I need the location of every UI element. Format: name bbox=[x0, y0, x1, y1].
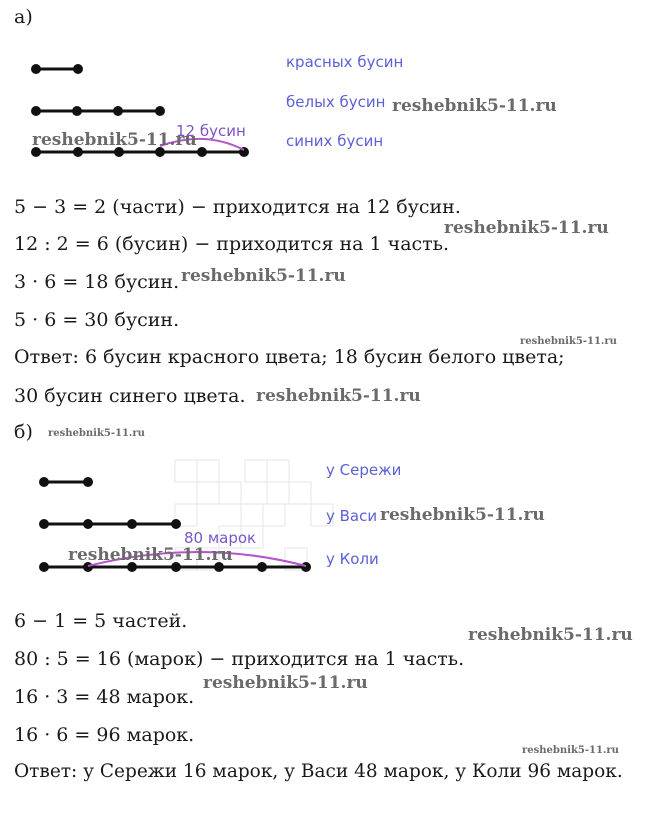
red-beads-label: красных бусин bbox=[286, 53, 404, 71]
watermark: reshebnik5-11.ru bbox=[520, 336, 617, 347]
part-b-line-3: 16 · 3 = 48 марок. bbox=[14, 686, 195, 708]
part-b-line-1: 6 − 1 = 5 частей. bbox=[14, 610, 188, 632]
white-beads-label: белых бусин bbox=[286, 93, 386, 111]
watermark: reshebnik5-11.ru bbox=[522, 745, 619, 756]
part-a-line-1: 5 − 3 = 2 (части) − приходится на 12 бусин. bbox=[14, 196, 461, 218]
serezha-label: у Сережи bbox=[326, 461, 402, 479]
brace-b-label: 80 марок bbox=[184, 529, 257, 547]
point bbox=[75, 66, 82, 73]
point bbox=[33, 66, 40, 73]
blue-beads-label: синих бусин bbox=[286, 132, 384, 150]
part-a-answer-1: Ответ: 6 бусин красного цвета; 18 бусин белого цвета; bbox=[14, 346, 565, 368]
part-b-line-4: 16 · 6 = 96 марок. bbox=[14, 724, 195, 746]
watermark: reshebnik5-11.ru bbox=[468, 625, 633, 645]
brace-a-label: 12 бусин bbox=[176, 122, 246, 140]
part-a-line-2: 12 : 2 = 6 (бусин) − приходится на 1 часть. bbox=[14, 233, 450, 255]
watermark: reshebnik5-11.ru bbox=[32, 130, 197, 150]
part-a-label: а) bbox=[14, 6, 33, 28]
part-b-label: б) bbox=[14, 421, 33, 443]
part-a-line-4: 5 · 6 = 30 бусин. bbox=[14, 309, 180, 331]
kolya-label: у Коли bbox=[326, 550, 379, 568]
watermark: reshebnik5-11.ru bbox=[48, 428, 145, 439]
watermark: reshebnik5-11.ru bbox=[392, 96, 557, 116]
vasya-label: у Васи bbox=[326, 507, 378, 525]
watermark: reshebnik5-11.ru bbox=[181, 266, 346, 286]
watermark: reshebnik5-11.ru bbox=[380, 505, 545, 525]
watermark: reshebnik5-11.ru bbox=[203, 673, 368, 693]
part-a-answer-2: 30 бусин синего цвета. bbox=[14, 385, 246, 407]
watermark: reshebnik5-11.ru bbox=[256, 386, 421, 406]
watermark: reshebnik5-11.ru bbox=[444, 218, 609, 238]
part-a-line-3: 3 · 6 = 18 бусин. bbox=[14, 271, 180, 293]
watermark: reshebnik5-11.ru bbox=[68, 545, 233, 565]
part-b-answer: Ответ: у Сережи 16 марок, у Васи 48 марок, у Коли 96 марок. bbox=[14, 761, 623, 782]
part-b-line-2: 80 : 5 = 16 (марок) − приходится на 1 часть. bbox=[14, 648, 465, 670]
